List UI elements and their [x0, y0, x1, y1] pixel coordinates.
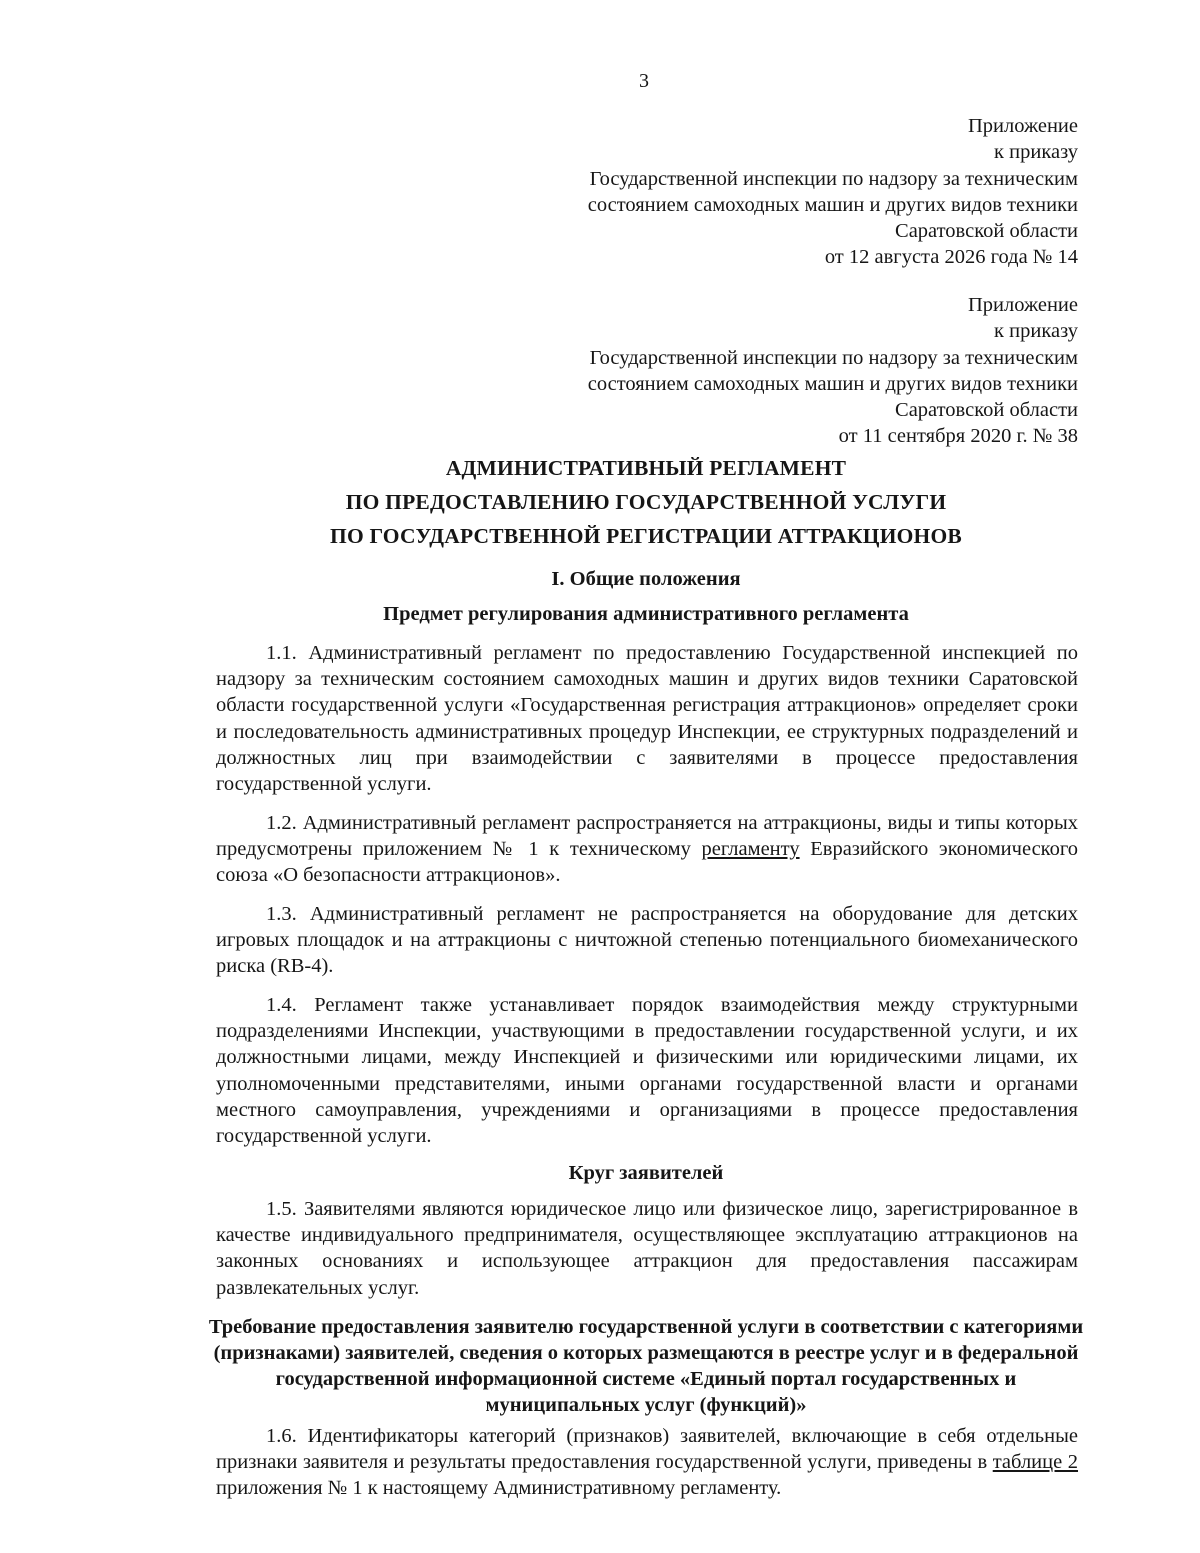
appendix-authority-line: состоянием самоходных машин и других видов техники [587, 372, 1078, 395]
paragraph-1-6 [216, 1423, 1078, 1502]
paragraph-text: 1.6. Идентификаторы категорий (признаков) заявителей, включающие в себя отдельные признаки заявителя и результаты предоставления государственной услуги, приведены в [216, 1425, 1078, 1474]
paragraph-1-2 [216, 810, 1078, 889]
regulation-link[interactable]: регламенту [701, 838, 800, 861]
subheading-regulation-subject: Предмет регулирования административного регламента [383, 603, 909, 625]
appendix-authority-line: Государственной инспекции по надзору за техническим [589, 167, 1078, 190]
page-number: 3 [639, 70, 649, 92]
title-line: АДМИНИСТРАТИВНЫЙ РЕГЛАМЕНТ [445, 456, 847, 480]
paragraph-1-5: 1.5. Заявителями являются юридическое лицо или физическое лицо, зарегистрированное в качестве индивидуального предпринимателя, осуществляющее эксплуатацию аттракционов на законных основаниях и использующее аттракцион для предоставления пассажирам развлекательных услуг. [216, 1198, 1078, 1299]
appendix-date: от 12 августа 2026 года № 14 [824, 246, 1078, 269]
document-title [0, 451, 1200, 553]
paragraph-1-1: 1.1. Административный регламент по предоставлению Государственной инспекцией по надзору за техническим состоянием самоходных машин и других видов техники Саратовской области государственной услуги «Государственная регистрация аттракционов» определяет сроки и последовательность административных процедур Инспекции, ее структурных подразделений и должностных лиц при взаимодействии с заявителями в процессе предоставления государственной услуги. [216, 642, 1078, 796]
appendix-authority-line: состоянием самоходных машин и других видов техники [587, 193, 1078, 216]
paragraph-text: 1.2. Административный регламент распространяется на аттракционы, виды и типы которых предусмотрены приложением № 1 к техническому [216, 812, 1078, 861]
appendix-region: Саратовской области [895, 220, 1078, 243]
paragraph-text: приложения № 1 к настоящему Административному регламенту. [216, 1477, 782, 1500]
section-heading-general: I. Общие положения [551, 568, 741, 590]
appendix-label: Приложение [967, 294, 1078, 316]
appendix-authority-line: Государственной инспекции по надзору за техническим [589, 346, 1078, 369]
appendix-header-new [588, 113, 1078, 271]
appendix-order-ref: к приказу [994, 320, 1078, 343]
appendix-date: от 11 сентября 2020 г. № 38 [838, 425, 1078, 448]
section-heading-requirement: Требование предоставления заявителю государственной услуги в соответствии с категориями (признаками) заявителей, сведения о которых размещаются в реестре услуг и в федеральной государственной информационной системе «Единый портал государственных и муниципальных услуг (функций)» [208, 1316, 1084, 1416]
appendix-order-ref: к приказу [994, 141, 1078, 164]
paragraph-text: Евразийского экономического союза «О безопасности аттракционов». [216, 838, 1078, 887]
appendix-label: Приложение [967, 115, 1078, 137]
section-heading-applicants: Круг заявителей [568, 1162, 724, 1184]
title-line: ПО ПРЕДОСТАВЛЕНИЮ ГОСУДАРСТВЕННОЙ УСЛУГИ [345, 490, 947, 514]
appendix-region: Саратовской области [895, 399, 1078, 422]
appendix-header-old [588, 292, 1078, 450]
paragraph-1-3: 1.3. Административный регламент не распространяется на оборудование для детских игровых площадок и на аттракционы с ничтожной степенью потенциального биомеханического риска (RB-4). [216, 903, 1078, 978]
table-link[interactable]: таблице 2 [992, 1451, 1079, 1474]
paragraph-1-4: 1.4. Регламент также устанавливает порядок взаимодействия между структурными подразделениями Инспекции, участвующими в предоставлении государственной услуги, и их должностными лицами, между Инспекцией и физическими или юридическими лицами, их уполномоченными представителями, иными органами государственной власти и органами местного самоуправления, учреждениями и организациями в процессе предоставления государственной услуги. [216, 994, 1078, 1148]
title-line: ПО ГОСУДАРСТВЕННОЙ РЕГИСТРАЦИИ АТТРАКЦИОНОВ [330, 524, 962, 548]
